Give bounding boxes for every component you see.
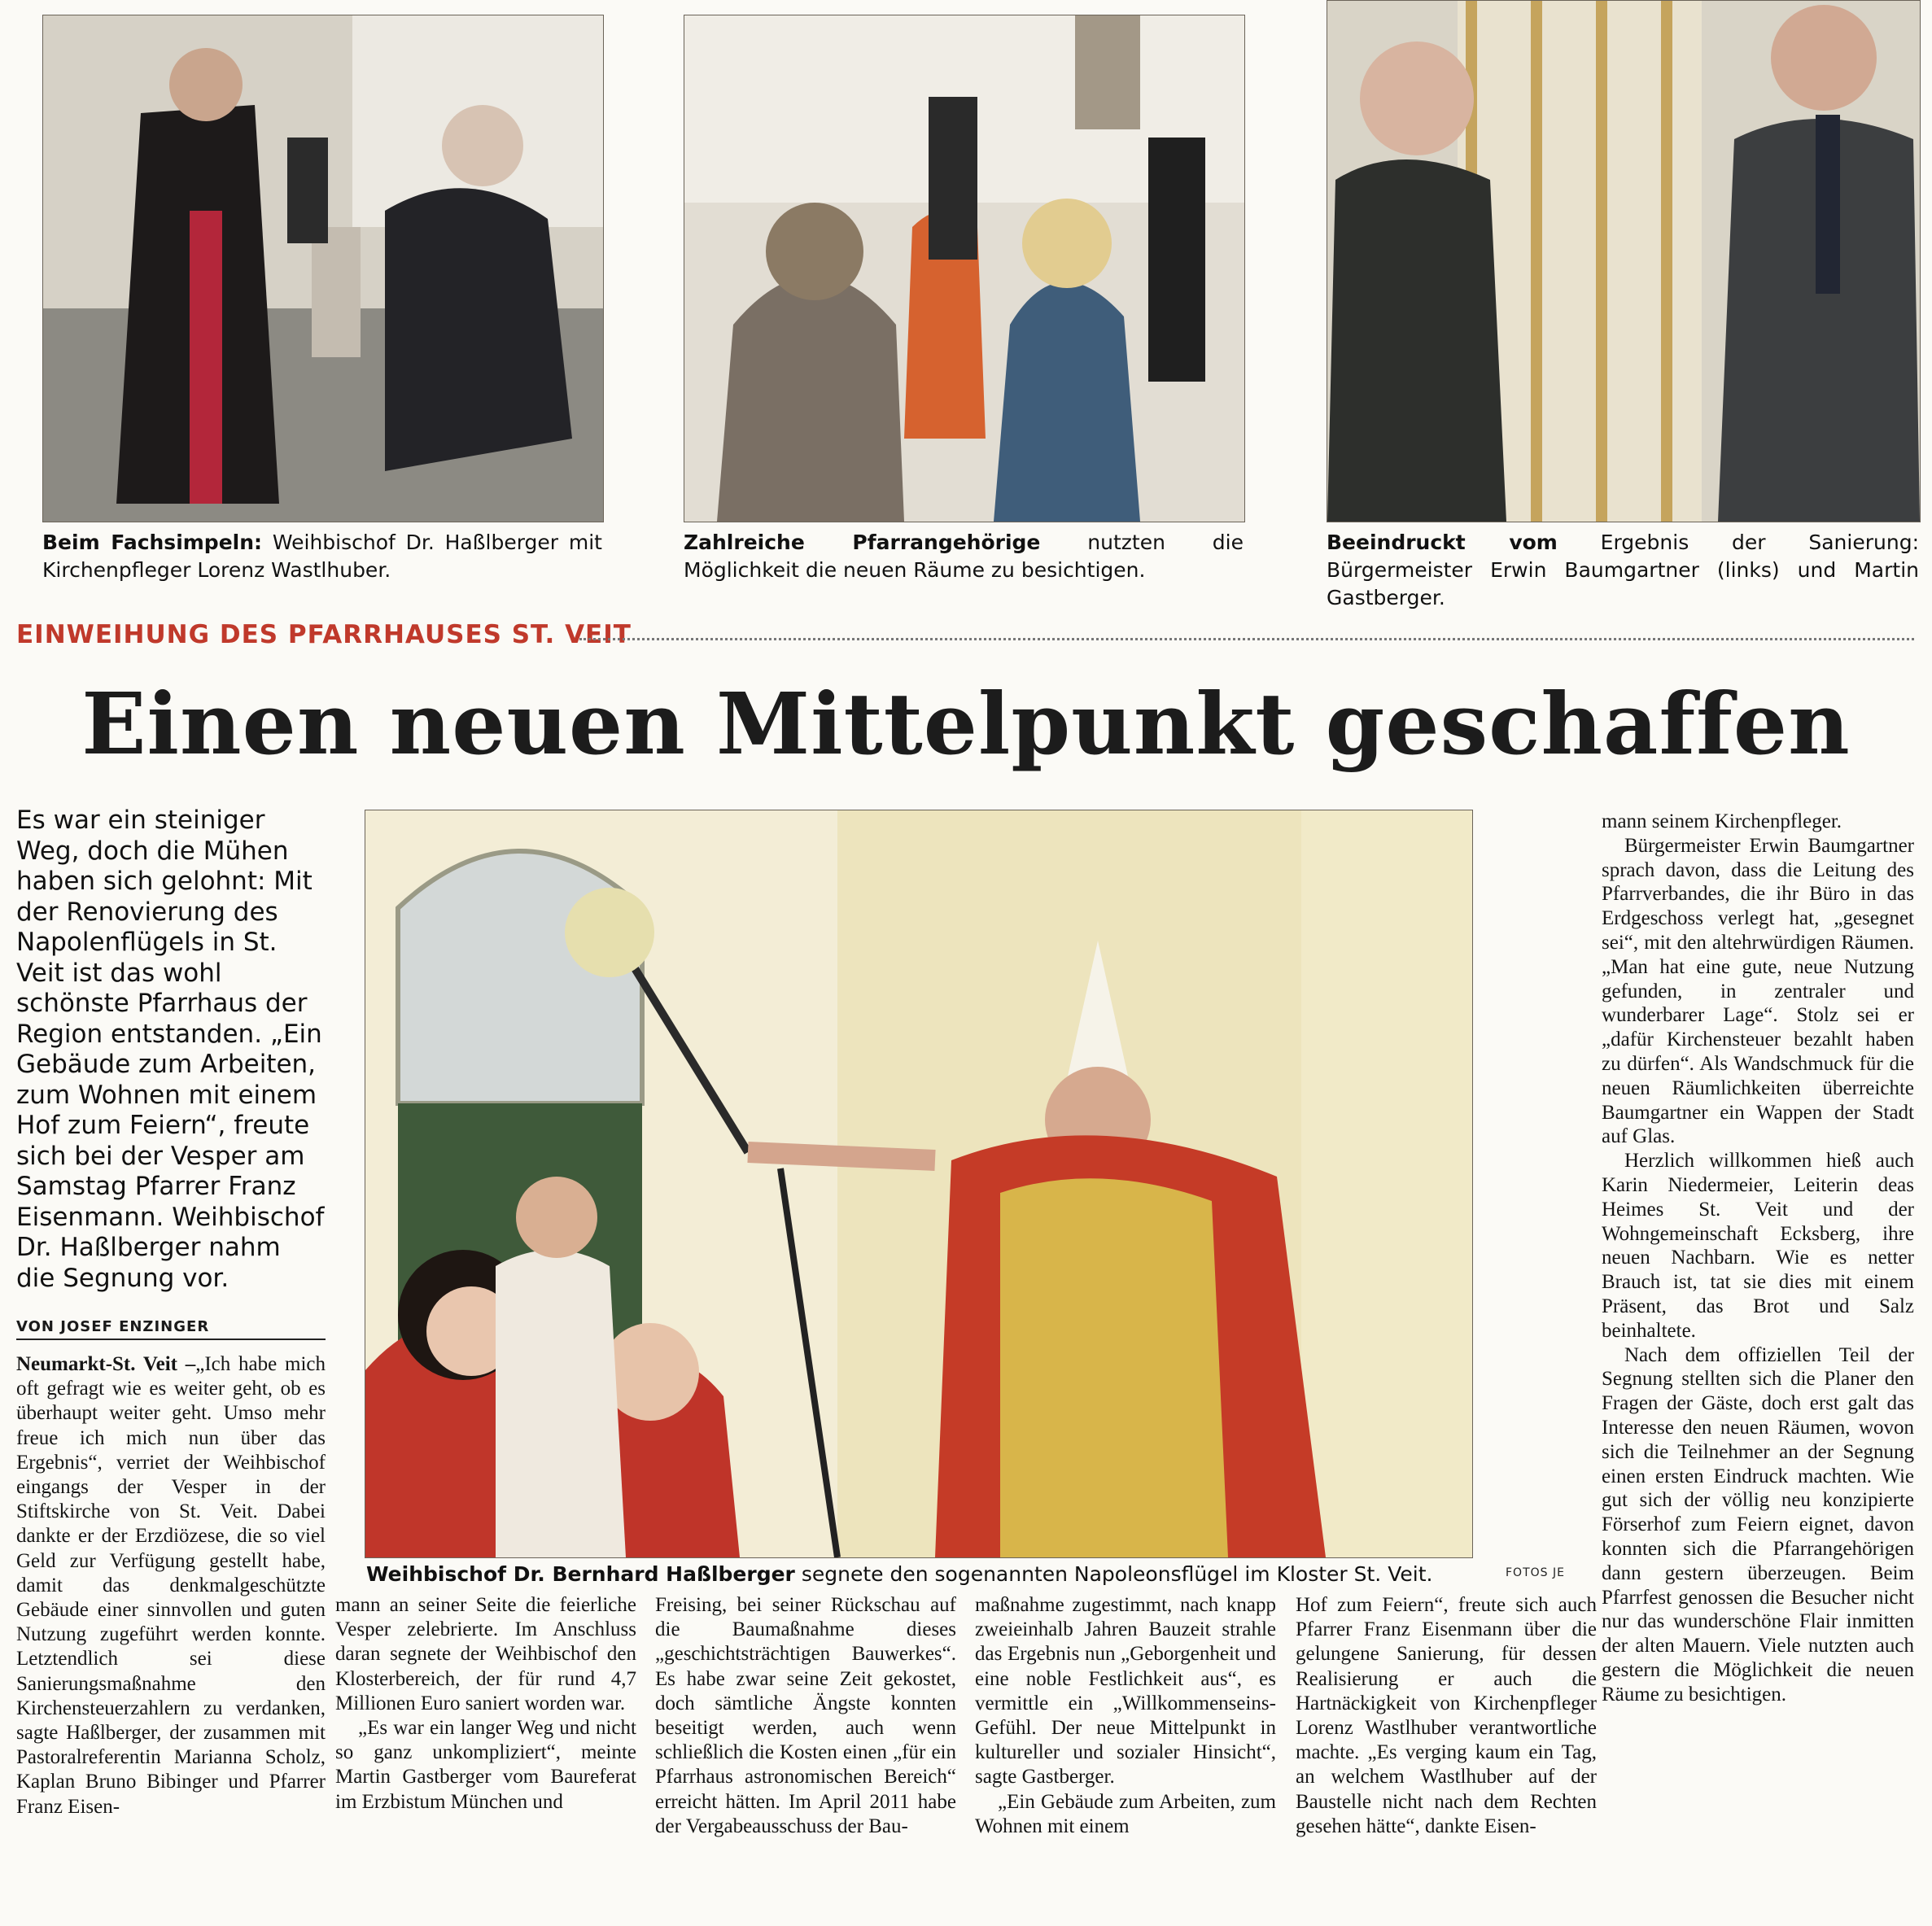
photo-fachsimpeln-image	[43, 15, 603, 522]
kicker-dotted-rule	[579, 638, 1914, 640]
photo2-caption	[684, 529, 1244, 584]
photo-baumgartner-gastberger	[1327, 0, 1921, 522]
article-column-2	[335, 1593, 636, 1815]
photo-segnung	[365, 810, 1473, 1558]
photo-pfarrangehoerige	[684, 15, 1245, 522]
article-column-4	[975, 1593, 1276, 1839]
column-6-paragraph-4: Nach dem offiziellen Teil der Segnung stellten sich die Planer den Fragen der Gäste, doch erst galt das Interesse den neuen Räumen, wovon sich die Teilnehmer an der Segnung einen ersten Eindruck machten. Wie gut sich der völlig neu konzipierte Förserhof zum Feiern eignet, davon konnten sich die Pfarrangehörigen dann gestern überzeugen. Beim Pfarrfest genossen die Besucher nicht nur das wunderschöne Flair inmitten der alten Mauern. Viele nutzten auch gestern die Möglichkeit die neuen Räume zu besichtigen.	[1602, 1343, 1914, 1705]
article-column-3	[655, 1593, 956, 1839]
column-6-paragraph-2: Bürgermeister Erwin Baumgartner sprach davon, dass die Leitung des Pfarrverbandes, die ihr Büro in das Erdgeschoss verlegt hat, „gesegnet sei“, mit den altehrwürdigen Räumen. „Man hat eine gute, neue Nutzung gefunden, in zentraler und wunderbarer Lage“. Stolz sei er „dafür Kirchensteuer bezahlt haben zu dürfen“. Als Wandschmuck für die neuen Räumlichkeiten überreichte Baumgartner ein Wappen der Stadt auf Glas.	[1602, 834, 1914, 1148]
article-column-5	[1296, 1593, 1597, 1839]
article-byline: VON JOSEF ENZINGER	[16, 1318, 326, 1340]
main-caption-text: segnete den sogenannten Napoleonsflügel im Kloster St. Veit.	[801, 1562, 1433, 1586]
column-6-paragraph-3: Herzlich willkommen hieß auch Karin Niedermeier, Leiterin deas Heimes St. Veit und der Wohngemeinschaft Ecksberg, ihre neuen Nachbarn. Wie es netter Brauch ist, tat sie dies mit einem Präsent, das Brot und Salz beinhaltete.	[1602, 1150, 1914, 1342]
column-1-text: „Ich habe mich oft gefragt wie es weiter geht, ob es überhaupt weiter geht. Umso mehr freue ich mich nun über das Ergebnis“, verriet der Weihbischof eingangs der Vesper in der Stiftskirche von St. Veit. Dabei dankte er der Erzdiözese, die so viel Geld zur Verfügung gestellt habe, damit das denkmalgeschützte Gebäude einer sinnvollen und guten Nutzung zugeführt werden konnte. Letztendlich sei diese Sanierungsmaßnahme den Kirchensteuerzahlern zu verdanken, sagte Haßlberger, der zusammen mit Pastoralreferentin Marianna Scholz, Kaplan Bruno Bibinger und Pfarrer Franz Eisen-	[16, 1353, 326, 1818]
photo2-caption-text: nutzten die Möglichkeit die neuen Räume zu besichtigen.	[684, 531, 1244, 582]
photo1-caption	[42, 529, 602, 584]
article-lead: Es war ein steiniger Weg, doch die Mühen haben sich gelohnt: Mit der Renovierung des Napolenflügels in St. Veit ist das wohl schönste Pfarrhaus der Region entstanden. „Ein Gebäude zum Arbeiten, zum Wohnen mit einem Hof zum Feiern“, freute sich bei der Vesper am Samstag Pfarrer Franz Eisenmann. Weihbischof Dr. Haßlberger nahm die Segnung vor.	[16, 806, 325, 1293]
photo3-caption-lead: Beeindruckt vom	[1327, 531, 1558, 554]
column-1-paragraph	[16, 1352, 326, 1819]
photo2-caption-lead: Zahlreiche Pfarrangehörige	[684, 531, 1041, 554]
photo1-caption-text: Weihbischof Dr. Haßlberger mit Kirchenpfleger Lorenz Wastlhuber.	[42, 531, 602, 582]
photo-credit: FOTOS JE	[1506, 1566, 1565, 1579]
photo1-caption-lead: Beim Fachsimpeln:	[42, 531, 263, 554]
column-5-paragraph-1: Hof zum Feiern“, freute sich auch Pfarrer Franz Eisenmann über die gelungene Sanierung, für dessen Realisierung er auch die Hartnäckigkeit von Kirchenpfleger Lorenz Wastlhuber verantwortliche machte. „Es verging kaum ein Tag, an welchem Wastlhuber auf der Baustelle nicht nach dem Rechten gesehen hätte“, dankte Eisen-	[1296, 1594, 1597, 1837]
article-dateline: Neumarkt-St. Veit –	[16, 1353, 196, 1375]
main-caption-lead: Weihbischof Dr. Bernhard Haßlberger	[366, 1562, 795, 1586]
column-2-paragraph-1: mann an seiner Seite die feierliche Vesper zelebrierte. Im Anschluss daran segnete der Weihbischof den Klosterbereich, der für rund 4,7 Millionen Euro saniert worden war.	[335, 1594, 636, 1714]
photo-baumgartner-gastberger-image	[1327, 1, 1920, 522]
photo3-caption	[1327, 529, 1919, 612]
photo-pfarrangehoerige-image	[684, 15, 1244, 522]
photo-segnung-image	[365, 810, 1472, 1557]
column-4-paragraph-1: maßnahme zugestimmt, nach knapp zweieinhalb Jahren Bauzeit strahle das Ergebnis nun „Geborgenheit und eine noble Festlichkeit aus“, es vermittle ein „Willkommenseins-Gefühl. Der neue Mittelpunkt in kultureller und sozialer Hinsicht“, sagte Gastberger.	[975, 1594, 1276, 1788]
article-column-6	[1602, 810, 1914, 1706]
article-headline: Einen neuen Mittelpunkt geschaffen	[81, 674, 1851, 774]
column-4-paragraph-2: „Ein Gebäude zum Arbeiten, zum Wohnen mit einem	[975, 1790, 1276, 1837]
article-kicker: EINWEIHUNG DES PFARRHAUSES ST. VEIT	[16, 620, 632, 649]
main-photo-caption	[366, 1562, 1587, 1586]
article-column-1	[16, 1352, 326, 1819]
column-6-paragraph-1: mann seinem Kirchenpfleger.	[1602, 810, 1842, 832]
column-3-paragraph-1: Freising, bei seiner Rückschau auf die Baumaßnahme dieses „geschichtsträchtigen Bauwerkes“. Es habe zwar seine Zeit gekostet, doch sämtliche Ängste konnten beseitigt werden, auch wenn schließlich die Kosten einen „für ein Pfarrhaus astronomischen Bereich“ erreicht hätten. Im April 2011 habe der Vergabeausschuss der Bau-	[655, 1594, 956, 1837]
photo3-caption-text: Ergebnis der Sanierung: Bürgermeister Erwin Baumgartner (links) und Martin Gastberger.	[1327, 531, 1919, 609]
photo-fachsimpeln	[42, 15, 604, 522]
column-2-paragraph-2: „Es war ein langer Weg und nicht so ganz unkompliziert“, meinte Martin Gastberger vom Baureferat im Erzbistum München und	[335, 1717, 636, 1813]
